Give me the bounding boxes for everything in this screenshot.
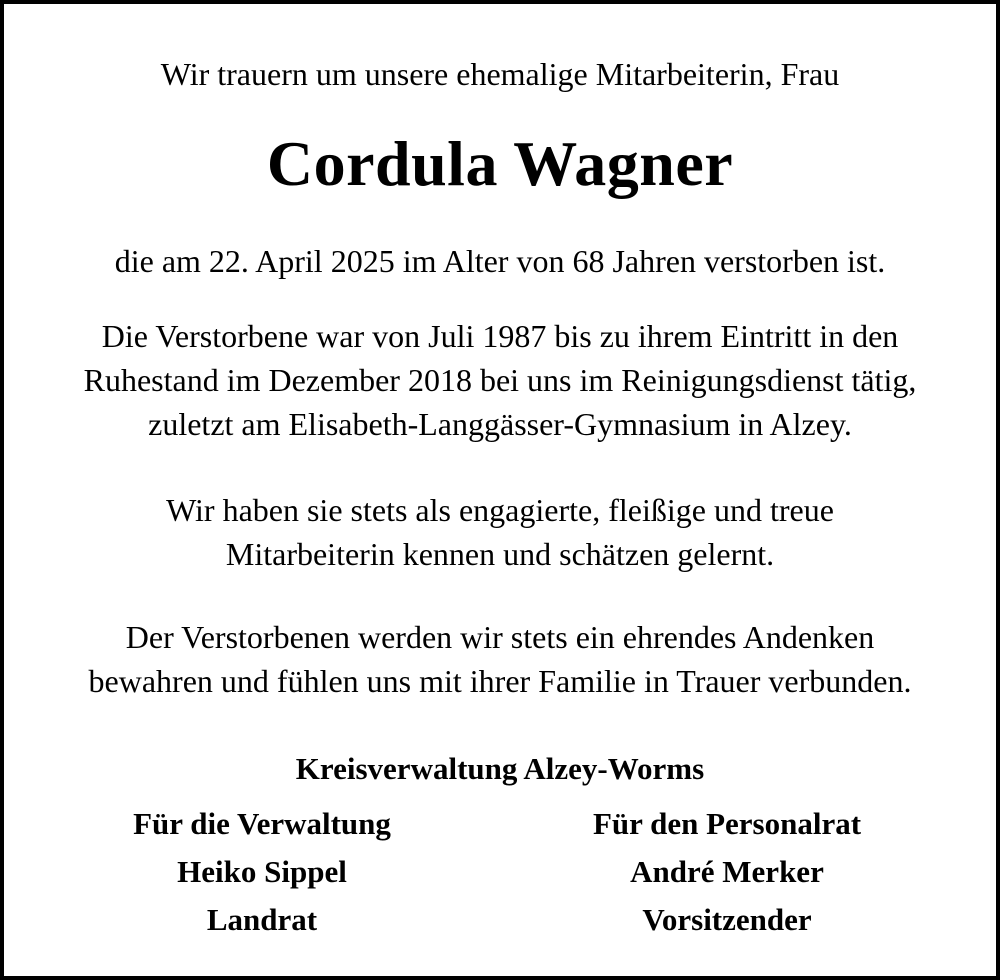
signatory-role: Für die Verwaltung [133,806,391,841]
signatory-role: Für den Personalrat [592,806,862,841]
signatory-administration [52,800,472,944]
paragraph-line: bewahren und fühlen uns mit ihrer Familie in Trauer verbunden. [88,663,912,699]
intro-line: Wir trauern um unsere ehemalige Mitarbeiterin, Frau [160,56,840,92]
paragraph-line: Der Verstorbenen werden wir stets ein ehrendes Andenken [125,619,875,655]
employment-paragraph [4,314,996,446]
organization-name: Kreisverwaltung Alzey-Worms [295,751,705,786]
signatory-name: Heiko Sippel [177,854,347,889]
signatory-title: Vorsitzender [642,902,812,937]
paragraph-line: Wir haben sie stets als engagierte, fleißige und treue [166,492,834,528]
paragraph-line: Ruhestand im Dezember 2018 bei uns im Reinigungsdienst tätig, [83,362,917,398]
death-date-line: die am 22. April 2025 im Alter von 68 Jahren verstorben ist. [114,243,886,279]
signatory-name: André Merker [630,854,824,889]
paragraph-line: Die Verstorbene war von Juli 1987 bis zu ihrem Eintritt in den [101,318,899,354]
signatory-title: Landrat [206,902,318,937]
paragraph-line: Mitarbeiterin kennen und schätzen gelernt. [225,536,775,572]
signatory-staff-council [517,800,937,944]
condolence-paragraph [4,615,996,703]
deceased-name: Cordula Wagner [266,128,734,199]
appreciation-paragraph [4,488,996,576]
paragraph-line: zuletzt am Elisabeth-Langgässer-Gymnasium in Alzey. [148,406,852,442]
